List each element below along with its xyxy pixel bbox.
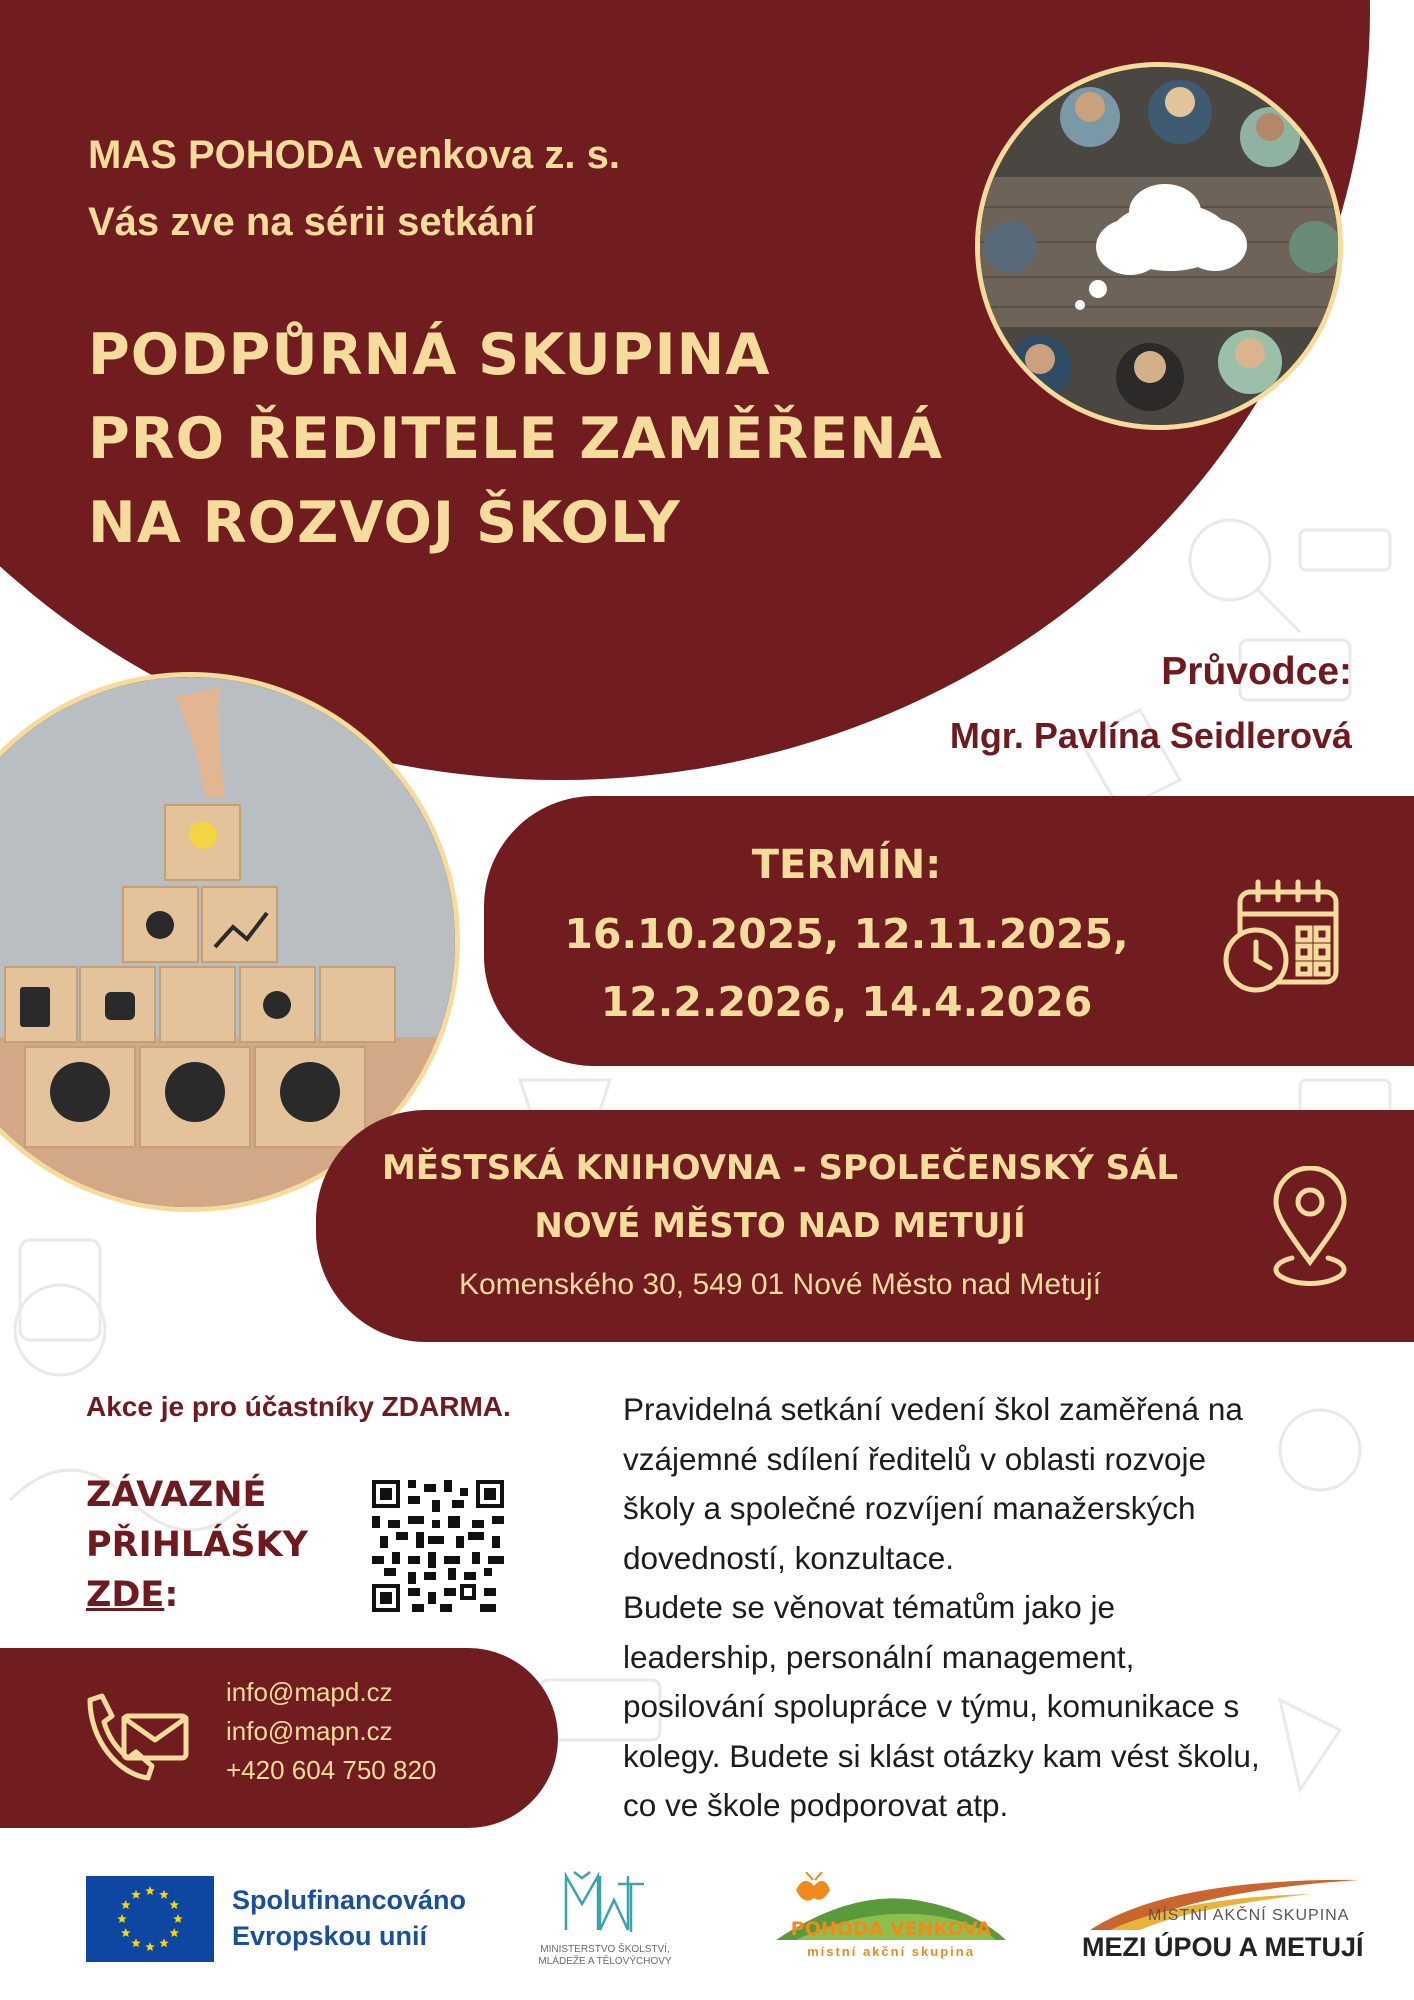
description-line: Pravidelná setkání vedení škol zaměřená na — [623, 1391, 1243, 1427]
registration-qr-code[interactable] — [372, 1480, 504, 1612]
venue-line-2: NOVÉ MĚSTO NAD METUJÍ — [534, 1206, 1026, 1246]
msmt-logo-icon — [560, 1870, 650, 1938]
description-paragraph — [623, 1385, 1383, 1831]
eu-text-line-1: Spolufinancováno — [232, 1885, 467, 1915]
meeting-photo — [975, 62, 1343, 430]
phone-envelope-icon — [78, 1690, 190, 1782]
eu-flag-icon — [86, 1876, 214, 1962]
calendar-clock-icon — [1218, 872, 1348, 1002]
guide-label: Průvodce: — [1161, 650, 1352, 693]
contact-phone[interactable]: +420 604 750 820 — [226, 1755, 437, 1785]
pohoda-logo-subtitle: místní akční skupina — [807, 1944, 975, 1959]
description-line: kolegy. Budete si klást otázky kam vést školu, — [623, 1737, 1260, 1774]
dates-label: TERMÍN: — [751, 842, 942, 888]
dates-line-1: 16.10.2025, 12.11.2025, — [564, 910, 1129, 958]
registration-colon: : — [164, 1575, 179, 1615]
title-line-2: PRO ŘEDITELE ZAMĚŘENÁ — [88, 406, 943, 472]
registration-line-3[interactable] — [86, 1570, 308, 1620]
mas-logo-line-1: MÍSTNÍ AKČNÍ SKUPINA — [1148, 1907, 1350, 1924]
invite-text: Vás zve na sérii setkání — [88, 200, 535, 244]
description-line: posilování spolupráce v týmu, komunikace s — [623, 1688, 1240, 1724]
guide-name: Mgr. Pavlína Seidlerová — [949, 715, 1352, 756]
description-line: Budete se věnovat tématům jako je — [623, 1589, 1116, 1625]
eu-text-line-2: Evropskou unií — [232, 1921, 428, 1951]
meeting-table-illustration — [980, 67, 1338, 425]
registration-heading — [86, 1470, 308, 1620]
msmt-logo-text — [505, 1944, 705, 1968]
contact-email-1[interactable]: info@mapd.cz — [226, 1677, 393, 1707]
venue-line-1: MĚSTSKÁ KNIHOVNA - SPOLEČENSKÝ SÁL — [381, 1148, 1179, 1188]
title-line-3: NA ROZVOJ ŠKOLY — [88, 490, 681, 556]
description-line: leadership, personální management, — [623, 1638, 1135, 1675]
eu-cofinancing-text — [232, 1882, 466, 1954]
msmt-text-line-2: MLÁDEŽE A TĚLOVÝCHOVY — [538, 1956, 672, 1967]
mas-logo-line-2: MEZI ÚPOU A METUJÍ — [1082, 1932, 1364, 1962]
registration-link[interactable]: ZDE — [86, 1575, 165, 1615]
organizer-name: MAS POHODA venkova z. s. — [88, 133, 620, 177]
location-pin-icon — [1268, 1166, 1352, 1288]
pohoda-logo-name: POHODA VENKOVA — [790, 1918, 992, 1940]
registration-line-2: PŘIHLÁŠKY — [86, 1525, 308, 1565]
venue-address: Komenského 30, 549 01 Nové Město nad Metují — [458, 1268, 1102, 1301]
description-line: dovedností, konzultace. — [623, 1539, 954, 1576]
description-line: co ve škole podporovat atp. — [623, 1787, 1009, 1823]
msmt-text-line-1: MINISTERSTVO ŠKOLSTVÍ, — [540, 1944, 670, 1955]
free-event-note: Akce je pro účastníky ZDARMA. — [86, 1391, 511, 1422]
registration-line-1: ZÁVAZNÉ — [86, 1475, 267, 1515]
dates-line-2: 12.2.2026, 14.4.2026 — [600, 978, 1093, 1026]
title-line-1: PODPŮRNÁ SKUPINA — [88, 322, 771, 388]
description-line: školy a společné rozvíjení manažerských — [623, 1490, 1196, 1526]
description-line: vzájemné sdílení ředitelů v oblasti rozvoje — [623, 1440, 1207, 1477]
contact-email-2[interactable]: info@mapn.cz — [226, 1716, 393, 1746]
